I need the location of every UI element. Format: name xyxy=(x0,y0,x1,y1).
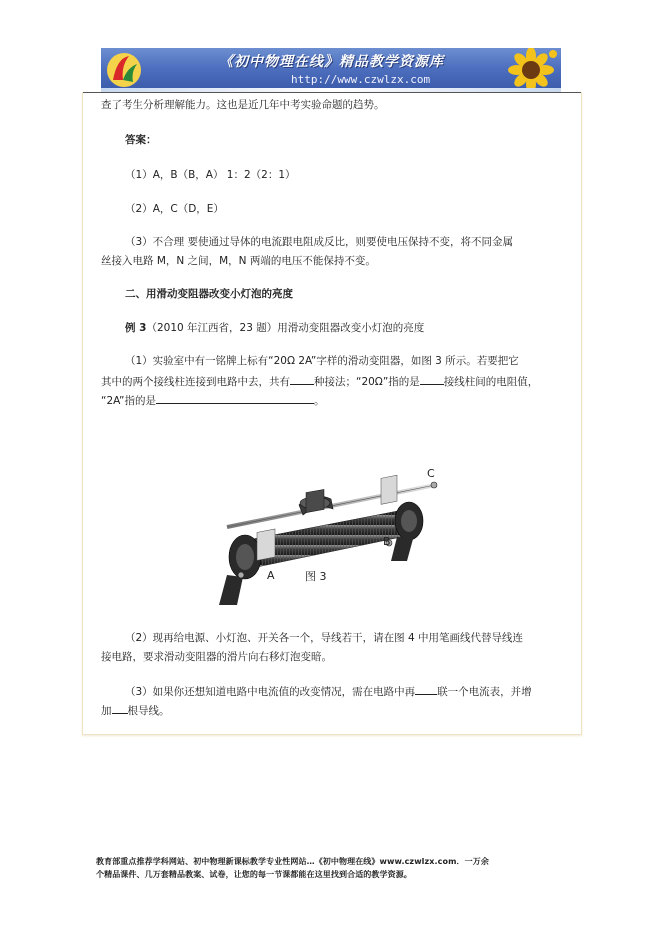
terminal-b-label: B xyxy=(383,535,391,548)
answer-blank[interactable] xyxy=(420,373,444,385)
question-2-line-1: （2）现再给电源、小灯泡、开关各一个，导线若干，请在图 4 中用笔画线代替导线连 xyxy=(125,632,524,644)
footer-line-1: 教育部重点推荐学科网站、初中物理新课标教学专业性网站…《初中物理在线》www.czwlzx.com．一万余 xyxy=(96,857,489,866)
answer-blank[interactable] xyxy=(290,373,314,385)
terminal-a-label: A xyxy=(267,569,275,582)
answer-label: 答案： xyxy=(125,134,157,146)
question-1-text-c: 接线柱间的电阻值， xyxy=(443,376,539,388)
answer-2 xyxy=(125,202,224,216)
site-title: 《初中物理在线》精品教学资源库 xyxy=(219,54,444,70)
question-3-text-c: 加 xyxy=(101,705,112,717)
paragraph-line: 查了考生分析理解能力。这也是近几年中考实验命题的趋势。 xyxy=(101,99,385,111)
example-heading xyxy=(125,321,424,335)
question-3-text-b: 联一个电流表，并增 xyxy=(437,686,532,698)
question-1-line-2 xyxy=(101,373,538,389)
footer-line-2: 个精品课件、几万套精品教案、试卷，让您的每一节课都能在这里找到合适的教学资源。 xyxy=(96,870,412,879)
question-1-line-1: （1）实验室中有一铭牌上标有“20Ω 2A”字样的滑动变阻器，如图 3 所示。若要把它 xyxy=(125,355,519,367)
answer-2-text: A，C（D，E） xyxy=(152,203,224,215)
sunflower-icon xyxy=(489,48,559,92)
terminal-c-label: C xyxy=(427,467,435,480)
frame-top-rule xyxy=(83,92,581,93)
question-1-text-d: “2A”指的是 xyxy=(101,395,156,407)
question-3-line-1 xyxy=(125,683,532,699)
answer-blank[interactable] xyxy=(156,392,314,404)
answer-3-line-2: 丝接入电路 M，N 之间，M，N 两端的电压不能保持不变。 xyxy=(101,255,376,267)
answer-2-number: （2） xyxy=(125,203,153,215)
answer-1 xyxy=(125,168,296,182)
section-title: 二、用滑动变阻器改变小灯泡的亮度 xyxy=(125,288,293,300)
example-text: （2010 年江西省，23 题）用滑动变阻器改变小灯泡的亮度 xyxy=(146,322,425,334)
question-3-text-a: （3）如果你还想知道电路中电流值的改变情况，需在电路中再 xyxy=(125,686,416,698)
header-banner xyxy=(101,48,561,92)
question-3-text-d: 根导线。 xyxy=(127,705,170,717)
question-1-text-b: 种接法；“20Ω”指的是 xyxy=(314,376,420,388)
site-url[interactable]: http://www.czwlzx.com xyxy=(291,73,431,86)
example-label: 例 3 xyxy=(125,322,147,334)
answer-blank[interactable] xyxy=(415,683,437,695)
answer-1-text: A，B（B，A） 1：2（2：1） xyxy=(152,169,296,181)
question-3-line-2 xyxy=(101,702,170,718)
question-2-line-2: 接电路，要求滑动变阻器的滑片向右移灯泡变暗。 xyxy=(101,651,332,663)
rheostat-figure xyxy=(213,465,453,610)
question-1-text-a: 其中的两个接线柱连接到电路中去，共有 xyxy=(101,376,290,388)
answer-1-number: （1） xyxy=(125,169,153,181)
answer-3-line-1: （3）不合理 要使通过导体的电流跟电阻成反比，则要使电压保持不变，将不同金属 xyxy=(125,236,514,248)
question-1-text-e: 。 xyxy=(313,395,325,407)
question-1-line-3 xyxy=(101,392,324,408)
figure-caption: 图 3 xyxy=(305,570,327,583)
answer-blank[interactable] xyxy=(112,702,128,714)
site-logo-icon xyxy=(105,50,143,90)
